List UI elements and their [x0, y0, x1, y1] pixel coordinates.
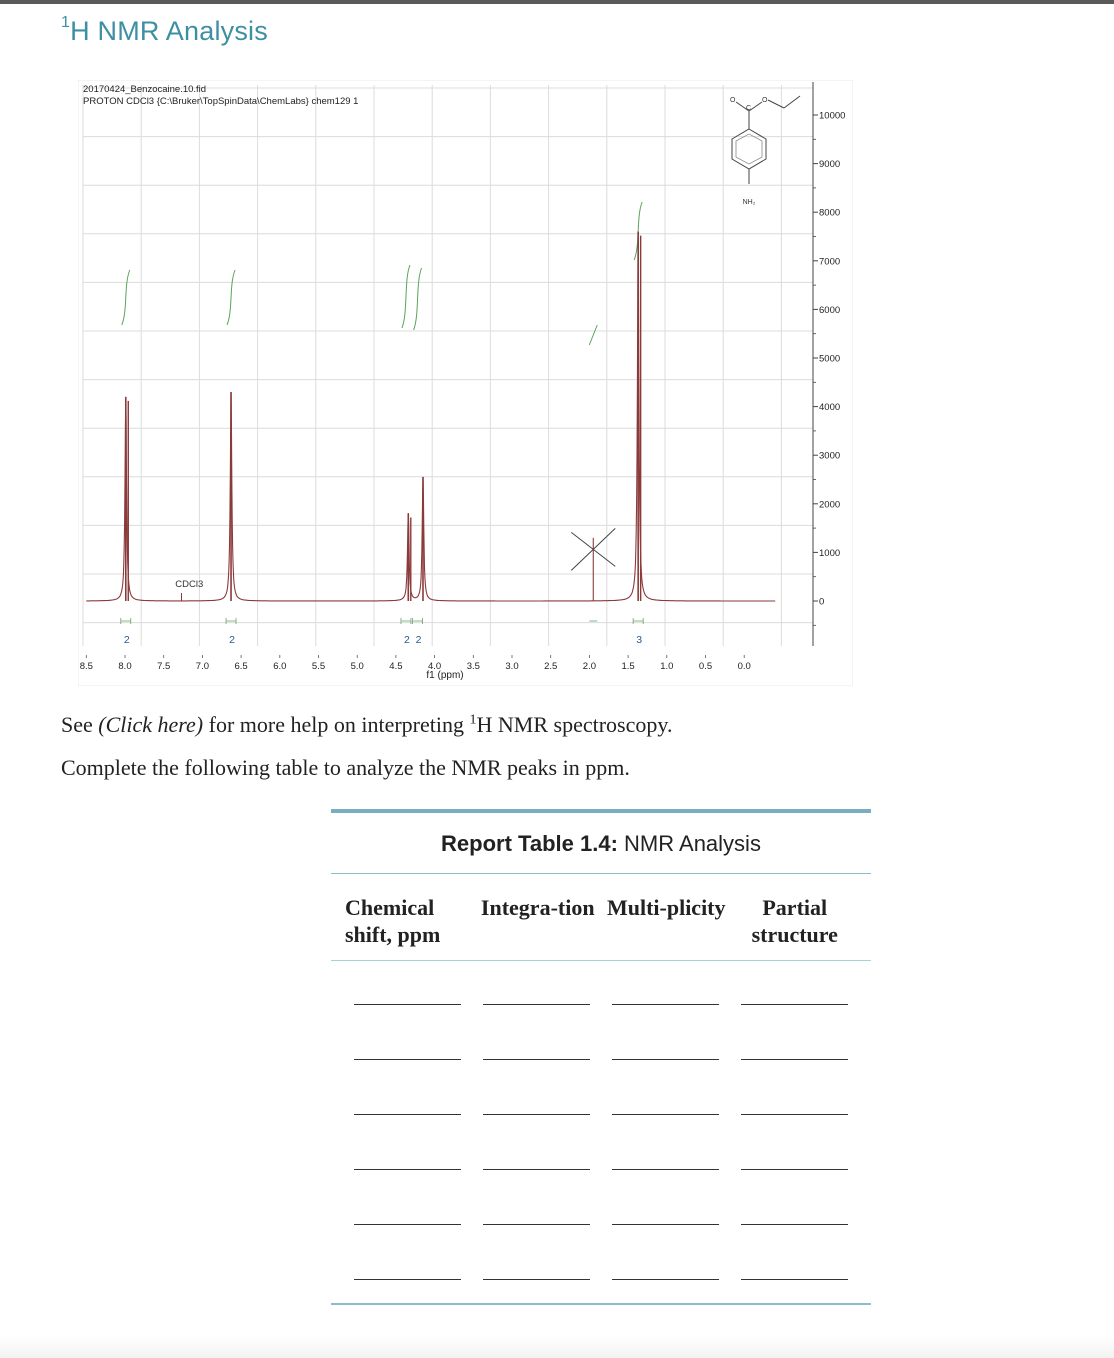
cell-integration [472, 1236, 601, 1291]
table-row [343, 1181, 859, 1236]
table-row [343, 961, 859, 1016]
cell-structure [730, 1016, 859, 1071]
cell-integration [472, 1016, 601, 1071]
shift-answer-field[interactable] [354, 1224, 461, 1225]
integration-value: 2 [123, 634, 130, 646]
shift-answer-field[interactable] [354, 1279, 461, 1280]
help-see: See [61, 712, 99, 737]
table-header-row [331, 874, 871, 961]
multiplicity-answer-field[interactable] [612, 1114, 719, 1115]
cell-multiplicity [601, 1181, 730, 1236]
top-border [0, 0, 1114, 4]
x-tick-label: 3.0 [505, 661, 519, 672]
header-chemical-shift: Chemical shift, ppm [345, 895, 441, 947]
y-tick-label: 6000 [819, 304, 841, 316]
x-tick-label: 8.0 [118, 661, 132, 672]
cell-integration [472, 961, 601, 1016]
y-tick-label: 9000 [819, 159, 841, 171]
multiplicity-answer-field[interactable] [612, 1169, 719, 1170]
integration-value: 2 [404, 634, 410, 646]
table-row [343, 1071, 859, 1126]
x-tick-label: 6.5 [234, 661, 248, 672]
table-row [343, 1016, 859, 1071]
table-row [343, 1236, 859, 1291]
cell-shift [343, 1071, 472, 1126]
file-name-label: 20170424_Benzocaine.10.fid [83, 84, 207, 95]
integration-value: 3 [636, 634, 643, 646]
carbonyl-carbon-label: C [746, 105, 752, 112]
x-tick-label: 7.5 [157, 661, 171, 672]
shift-answer-field[interactable] [354, 1004, 461, 1005]
integration-answer-field[interactable] [483, 1224, 590, 1225]
cell-structure [730, 1071, 859, 1126]
x-tick-label: 4.0 [427, 661, 442, 672]
chart-background [78, 80, 853, 686]
cell-integration [472, 1181, 601, 1236]
x-tick-label: 2.5 [544, 661, 558, 672]
integration-value: 2 [415, 634, 422, 646]
cell-shift [343, 961, 472, 1016]
header-partial-structure: Partial structure [751, 895, 838, 947]
structure-answer-field[interactable] [741, 1059, 848, 1060]
help-middle: for more help on interpreting [203, 712, 470, 737]
solvent-label: CDCl3 [175, 579, 204, 590]
shift-answer-field[interactable] [354, 1059, 461, 1060]
file-path-label: PROTON CDCl3 {C:\Bruker\TopSpinData\ChemLabs} chem129 1 [83, 96, 359, 107]
cell-structure [730, 1181, 859, 1236]
carbonyl-oxygen-label: O [730, 97, 736, 104]
structure-answer-field[interactable] [741, 1224, 848, 1225]
integration-answer-field[interactable] [483, 1004, 590, 1005]
caption-rest: NMR Analysis [617, 831, 761, 856]
cell-shift [343, 1126, 472, 1181]
cell-multiplicity [601, 961, 730, 1016]
header-integration: Integra-tion [480, 895, 595, 920]
y-tick-label: 7000 [819, 256, 841, 268]
integration-value: 2 [229, 634, 235, 646]
table-body [331, 961, 871, 1291]
instructions-text: Complete the following table to analyze the NMR peaks in ppm. [61, 755, 630, 780]
x-tick-label: 1.0 [660, 661, 674, 672]
page-bottom-shade [0, 1336, 1114, 1358]
y-tick-label: 4000 [819, 402, 841, 414]
structure-answer-field[interactable] [741, 1114, 848, 1115]
cell-integration [472, 1071, 601, 1126]
table-bottom-rule [331, 1303, 871, 1305]
amine-label: NH₂ [742, 199, 756, 206]
y-tick-label: 2000 [819, 499, 841, 511]
multiplicity-answer-field[interactable] [612, 1279, 719, 1280]
shift-answer-field[interactable] [354, 1114, 461, 1115]
multiplicity-answer-field[interactable] [612, 1059, 719, 1060]
x-tick-label: 0.5 [698, 661, 713, 672]
cell-structure [730, 961, 859, 1016]
y-tick-label: 10000 [819, 110, 846, 122]
help-text [61, 712, 672, 738]
x-tick-label: 0.0 [737, 661, 751, 672]
cell-shift [343, 1236, 472, 1291]
multiplicity-answer-field[interactable] [612, 1004, 719, 1005]
x-tick-label: 6.0 [273, 661, 287, 672]
header-multiplicity: Multi-plicity [606, 895, 726, 920]
x-tick-label: 5.5 [311, 661, 326, 672]
structure-answer-field[interactable] [741, 1279, 848, 1280]
cell-multiplicity [601, 1071, 730, 1126]
help-superscript: 1 [469, 712, 477, 728]
y-tick-label: 8000 [819, 207, 841, 219]
y-tick-label: 0 [819, 596, 825, 608]
ester-oxygen-label: O [762, 97, 768, 104]
integration-answer-field[interactable] [483, 1279, 590, 1280]
cell-shift [343, 1181, 472, 1236]
multiplicity-answer-field[interactable] [612, 1224, 719, 1225]
x-axis-label: f1 (ppm) [426, 670, 464, 681]
cell-multiplicity [601, 1236, 730, 1291]
click-here-link[interactable]: (Click here) [98, 712, 204, 737]
help-end: H NMR spectroscopy. [476, 712, 673, 737]
structure-answer-field[interactable] [741, 1169, 848, 1170]
x-tick-label: 1.5 [621, 661, 635, 672]
y-tick-label: 5000 [819, 353, 841, 365]
x-tick-label: 5.0 [350, 661, 364, 672]
cell-integration [472, 1126, 601, 1181]
title-text: H NMR Analysis [70, 16, 268, 46]
report-table [331, 809, 871, 1305]
table-row [343, 1126, 859, 1181]
nmr-spectrum-chart [78, 80, 853, 686]
x-tick-label: 8.5 [79, 661, 93, 672]
caption-bold: Report Table 1.4: [441, 831, 618, 856]
integration-answer-field[interactable] [483, 1169, 590, 1170]
cell-structure [730, 1236, 859, 1291]
y-tick-label: 1000 [819, 547, 841, 559]
integration-answer-field[interactable] [483, 1059, 590, 1060]
cell-multiplicity [601, 1016, 730, 1071]
x-tick-label: 4.5 [389, 661, 403, 672]
title-superscript: 1 [61, 14, 71, 31]
structure-answer-field[interactable] [741, 1004, 848, 1005]
x-tick-label: 2.0 [582, 661, 597, 672]
x-tick-label: 7.0 [195, 661, 210, 672]
cell-shift [343, 1016, 472, 1071]
shift-answer-field[interactable] [354, 1169, 461, 1170]
section-title [61, 16, 268, 47]
x-tick-label: 3.5 [466, 661, 480, 672]
y-tick-label: 3000 [819, 450, 841, 462]
integration-answer-field[interactable] [483, 1114, 590, 1115]
cell-structure [730, 1126, 859, 1181]
report-table-caption [331, 813, 871, 874]
cell-multiplicity [601, 1126, 730, 1181]
